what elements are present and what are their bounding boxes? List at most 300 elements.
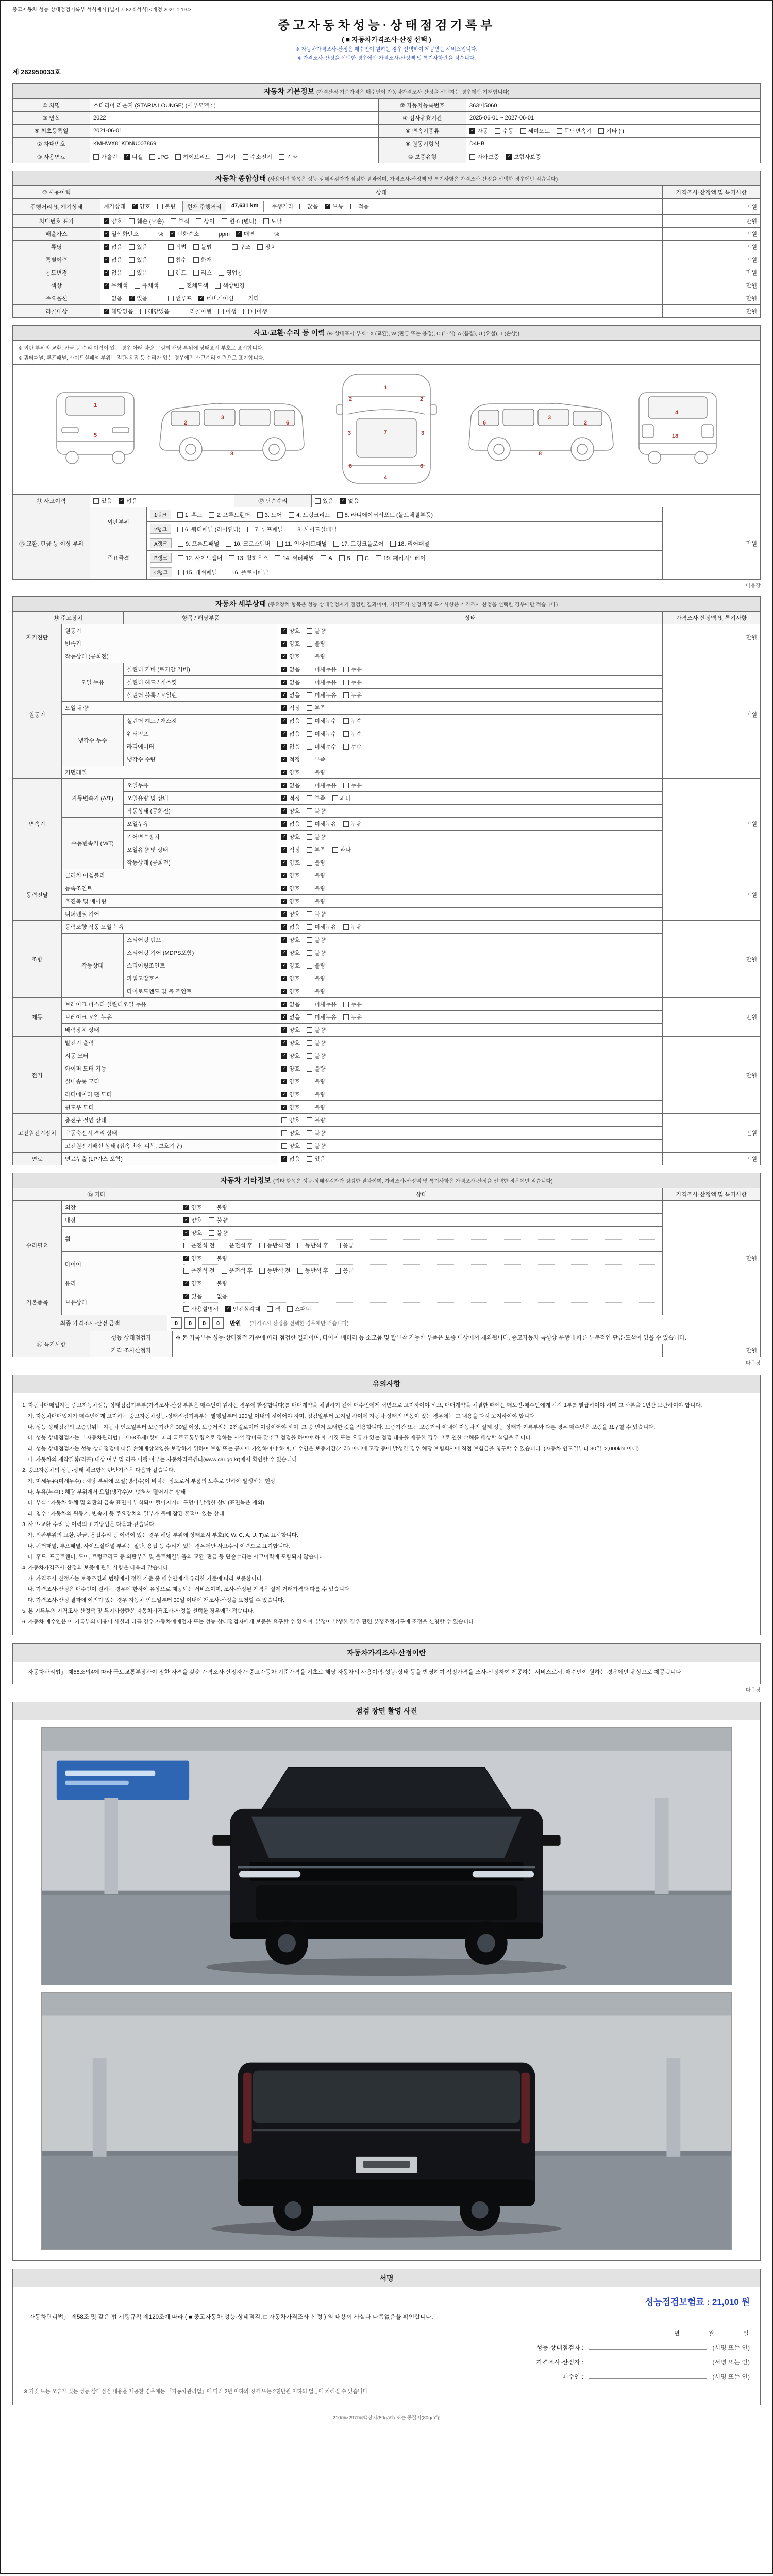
price-cell: 만원: [663, 266, 761, 279]
checkbox: [178, 541, 183, 547]
row-status: [100, 215, 663, 228]
price-cell: 만원: [662, 1201, 760, 1315]
rank2-label: 2랭크: [150, 524, 171, 534]
accident-history-options: [90, 495, 234, 507]
option: [215, 281, 245, 290]
option-label: 없음: [216, 1294, 228, 1300]
section-note-other: (기타 항목은 성능·상태점검자가 점검한 결과이며, 가격조사·산정액 및 특기사항은 가격조사·산정을 선택한 경우에만 적습니다): [273, 1179, 553, 1184]
option-label: 동반석 전: [267, 1243, 291, 1249]
option-label: 불량: [314, 1092, 326, 1098]
option: [281, 910, 300, 918]
warranty-options: [466, 150, 761, 163]
checkbox: [124, 154, 130, 160]
option-label: 불량: [314, 911, 326, 918]
notice-text: 6. 자동차 매수인은 이 기록부의 내용이 사실과 다를 경우 자동차매매업자 또는 성능·상태점검자에게 보증을 요구할 수 있으며, 분쟁이 발생한 경우 관련 분쟁조정기구에 조정을 신청할 수 있습니다.: [22, 1619, 476, 1625]
option: [183, 1266, 215, 1275]
panel-number: 6: [419, 463, 424, 469]
pricing-info-body: 「자동차관리법」 제58조의4에 따라 국토교통부장관이 정한 자격을 갖춘 가격조사·산정자가 중고자동차 기준가격을 기초로 해당 자동차의 사용이력·성능·상태 등을 반영하여 적정가격을 조사·산정하여 제공하는 서비스로서, 매수인이 원하는 경우에만 유상으로 제공됩니다.: [22, 1669, 683, 1675]
item-status: [278, 1049, 663, 1062]
checkbox: [209, 1294, 214, 1299]
signature-blank: [589, 2371, 707, 2379]
option-label: 누수: [350, 731, 362, 737]
checkbox: [281, 1027, 287, 1033]
option: [281, 923, 300, 931]
checkbox: [193, 270, 199, 276]
price-cell: 만원: [663, 228, 761, 241]
option-label: 누유: [350, 924, 362, 930]
device-label: 전기: [13, 1037, 62, 1114]
table-row: [13, 1252, 761, 1277]
checkbox: [129, 257, 135, 263]
option-label: 없음: [289, 718, 300, 724]
option-label: 양호: [289, 899, 300, 905]
checkbox: [281, 1053, 287, 1059]
option-label: 양호: [191, 1281, 203, 1287]
checkbox: [281, 847, 287, 853]
checkbox: [129, 244, 135, 250]
option: [222, 217, 257, 225]
checkbox: [307, 924, 312, 930]
checkbox: [281, 1079, 287, 1084]
item-status: [278, 689, 663, 702]
option-label: 불량: [314, 1079, 326, 1085]
option: [307, 1013, 337, 1021]
option-label: 불량: [216, 1205, 228, 1211]
checkbox: [93, 498, 99, 504]
checkbox: [281, 718, 287, 724]
table-row: [13, 1075, 761, 1088]
option: [281, 858, 300, 867]
table-row: [13, 753, 761, 766]
checkbox: [224, 570, 229, 575]
option: [307, 1064, 325, 1073]
option-label: 양호: [289, 654, 300, 660]
option-label: 10. 크로스멤버: [233, 541, 271, 547]
rank1-row: [147, 507, 663, 522]
option-label: 불량: [314, 950, 326, 956]
table-row: [13, 843, 761, 856]
option-label: 불량: [314, 1027, 326, 1033]
option: [281, 652, 300, 660]
panel-number: 8: [230, 451, 234, 457]
title-block: [12, 15, 761, 61]
item-status: [278, 843, 663, 856]
checkbox: [339, 555, 345, 561]
item-status: [278, 972, 663, 985]
item-status: [278, 663, 663, 676]
option-label: 탄화수소: [177, 231, 199, 238]
option-label: 렌트: [175, 270, 187, 276]
checkbox: [321, 555, 326, 561]
option: [243, 152, 273, 161]
option-label: 하이브리드: [183, 154, 211, 160]
option: [279, 152, 297, 161]
table-row: [13, 1214, 761, 1227]
option: [307, 833, 325, 841]
other-col-head: ⑮ 기타: [13, 1188, 180, 1201]
option-label: 있음: [191, 1294, 203, 1300]
option-label: 불량: [314, 654, 326, 660]
checkbox: [335, 1243, 341, 1248]
option: [332, 845, 351, 854]
checkbox: [178, 570, 184, 575]
checkbox: [222, 1243, 227, 1248]
option-label: 불량: [314, 976, 326, 982]
price-cell: 만원: [662, 998, 760, 1037]
option: [281, 1142, 300, 1150]
other-col-price: 가격조사·산정액 및 특기사항: [662, 1188, 760, 1201]
option-label: 많음: [307, 203, 318, 210]
item-label: 라디에이터 팬 모터: [62, 1088, 278, 1101]
option: [170, 230, 199, 238]
item-status: [278, 805, 663, 818]
panel-number: 18: [671, 433, 679, 439]
checkbox: [226, 541, 231, 547]
option-label: 수동: [502, 128, 514, 134]
option: [281, 1077, 300, 1086]
price-digit: 0: [184, 1317, 196, 1329]
option-label: 무단변속기: [564, 128, 592, 134]
item-label: 브레이크 마스터 실린더오일 누유: [62, 998, 278, 1011]
checkbox: [340, 498, 346, 504]
option: [129, 256, 147, 264]
option-label: 리스: [200, 270, 212, 276]
option-label: 양호: [289, 886, 300, 892]
rankC-options: [178, 570, 275, 576]
option-label: 양호: [289, 963, 300, 969]
table-row: [13, 1049, 761, 1062]
option-label: 네비게이션: [206, 296, 234, 302]
option-label: 사용설명서: [191, 1306, 219, 1312]
checkbox: [183, 1306, 189, 1312]
option-label: 양호: [289, 770, 300, 776]
option-label: 과다: [340, 847, 351, 853]
next-page-marker-1: 다음장: [746, 583, 761, 589]
option: [289, 511, 330, 519]
option: [376, 554, 426, 562]
option: [183, 1279, 202, 1287]
item-label: 오일유량 및 상태: [124, 843, 278, 856]
table-row: [13, 946, 761, 959]
option-label: 없음: [111, 244, 123, 250]
checkbox: [506, 154, 512, 160]
field-label-first-registration: ⑤ 최초등록일: [13, 125, 90, 138]
option: [307, 1026, 325, 1034]
option: [281, 755, 300, 764]
device-label: 변속기: [13, 779, 62, 869]
option-label: 침수: [175, 257, 187, 263]
odometer-label: 현재 주행거리: [183, 201, 226, 212]
checkbox: [259, 1243, 265, 1248]
checkbox: [307, 667, 312, 672]
option: [281, 1155, 300, 1163]
item-status: [278, 946, 663, 959]
option-label: 가솔린: [101, 154, 117, 160]
checkbox: [281, 899, 287, 904]
option-label: 양호: [289, 1079, 300, 1085]
option: [229, 554, 268, 562]
option: [340, 497, 359, 505]
option: [209, 1292, 227, 1300]
device-label: 연료: [13, 1153, 62, 1165]
option: [135, 281, 159, 290]
option: [104, 268, 122, 277]
exchange-panel-table: [12, 507, 761, 580]
option-label: 미세누유: [314, 667, 337, 673]
transmission-options: [466, 125, 761, 138]
table-row: [13, 1290, 761, 1315]
item-label: 외장: [62, 1201, 180, 1214]
checkbox: [343, 692, 349, 698]
section-title-detail: 자동차 세부상태: [215, 600, 266, 608]
opinions-table: [12, 1331, 761, 1357]
checkbox: [119, 498, 124, 504]
checkbox: [281, 924, 287, 930]
main-frame-label: 주요골격: [90, 536, 147, 580]
checkbox: [307, 834, 312, 840]
option: [277, 539, 327, 548]
overall-col-item: ⑩ 사용이력: [13, 186, 100, 199]
final-price-note: (가격조사·산정을 선택한 경우에만 적습니다): [249, 1321, 349, 1327]
row-label: 주요옵션: [13, 292, 100, 305]
option: [104, 256, 122, 264]
checkbox: [281, 757, 287, 762]
option: [281, 833, 300, 841]
item-status: [278, 1114, 663, 1127]
option-label: 19. 패키지트레이: [383, 555, 426, 562]
option-label: 불량: [314, 886, 326, 892]
item-label: 작동상태 (공회전): [62, 650, 278, 663]
option: [281, 781, 300, 789]
option-label: 미세누수: [314, 718, 337, 724]
panel-number: 5: [93, 432, 97, 438]
checkbox: [281, 770, 287, 775]
option: [281, 871, 300, 879]
option: [335, 1266, 354, 1275]
item-status: [278, 792, 663, 805]
checkbox: [307, 899, 312, 904]
checkbox: [104, 244, 109, 250]
option-label: 적정: [289, 705, 300, 711]
item-status: [278, 1011, 663, 1024]
item-status: [278, 869, 663, 882]
inspection-period: 2025-06-01 ~ 2027-06-01: [466, 112, 761, 125]
checkbox: [259, 1268, 265, 1274]
subgroup-label: 냉각수 누수: [62, 715, 124, 766]
option: [350, 202, 369, 210]
option-label: 없음: [111, 270, 123, 276]
option: [307, 794, 325, 802]
checkbox: [307, 1002, 312, 1007]
option-label: 부족: [314, 847, 326, 853]
option-label: 미세누수: [314, 744, 337, 750]
checkbox: [557, 128, 562, 134]
field-label-vin: ⑦ 차대번호: [13, 138, 90, 150]
signature-role: 성능·상태점검자 :: [536, 2344, 584, 2351]
checkbox: [307, 821, 312, 827]
checkbox: [281, 1130, 287, 1136]
option-label: 세미오토: [528, 128, 550, 134]
section-note-overall: (사용이력 항목은 성능·상태점검자가 점검한 결과이며, 가격조사·산정액 및 특기사항은 가격조사·산정을 선택한 경우에만 적습니다): [268, 177, 558, 182]
signature-note: (서명 또는 인): [712, 2344, 750, 2351]
subgroup-label: 작동상태: [62, 934, 124, 998]
option-label: 양호: [289, 1053, 300, 1059]
status-text: 계기상태: [104, 203, 126, 210]
option: [168, 243, 187, 251]
notice-text: 1. 자동차매매업자는 중고자동차성능·상태점검기록부(가격조사·산정 부분은 매수인이 원하는 경우에 한정합니다)를 매매계약을 체결하기 전에 매수인에게 서면으로 고지하여야 하고, 매매계약을 체결한 때에는 매도인·매수인에게 각각 1부를 발급하여야 하며 그 사본을 1년간 보관하여야 합니다.: [22, 1402, 702, 1409]
option-label: 누유: [350, 667, 362, 673]
option-label: 양호: [289, 873, 300, 879]
appraiser-opinion: [173, 1344, 663, 1357]
accident-legend-cell: [13, 341, 761, 365]
option-label: 누수: [350, 744, 362, 750]
outer-panel-label: 외판부위: [90, 507, 147, 536]
checkbox: [307, 989, 312, 994]
table-row: [13, 228, 761, 241]
checkbox: [307, 808, 312, 814]
option-label: 9. 프론트패널: [186, 541, 220, 547]
price-cell: 만원: [662, 650, 760, 779]
table-row: [13, 869, 761, 882]
option: [281, 1013, 300, 1021]
checkbox: [183, 1205, 189, 1210]
registration-number: 363머5060: [466, 99, 761, 112]
checkbox: [343, 667, 349, 672]
option-label: 디젤: [131, 154, 143, 160]
option-label: 있음: [137, 257, 148, 263]
option: [307, 961, 325, 970]
item-label: 발전기 출력: [62, 1037, 278, 1049]
option-label: 누수: [350, 718, 362, 724]
model-year: 2022: [90, 112, 379, 125]
checkbox: [229, 555, 234, 561]
option: [193, 256, 212, 264]
checkbox: [209, 1230, 214, 1236]
option: [281, 1026, 300, 1034]
option-label: 불량: [164, 203, 176, 210]
notice-text: 가. 미세누유(미세누수) : 해당 부위에 오일(냉각수)이 비치는 정도로서 부품의 노후로 인하여 발생하는 현상: [22, 1478, 276, 1484]
notice-title: 유의사항: [13, 1375, 760, 1393]
table-row: [13, 1140, 761, 1153]
checkbox: [281, 911, 287, 917]
option-label: 누유: [350, 783, 362, 789]
option: [193, 243, 212, 251]
row-label: 특별이력: [13, 253, 100, 266]
option: [129, 243, 147, 251]
checkbox: [257, 512, 263, 518]
option: [183, 1229, 202, 1237]
option: [307, 923, 337, 931]
option: [307, 1129, 325, 1137]
table-row: [13, 279, 761, 292]
odometer-value: 47,631 km: [231, 202, 259, 209]
option-label: 양호: [289, 1027, 300, 1033]
checkbox: [343, 1014, 349, 1020]
checkbox: [520, 128, 526, 134]
option: [469, 127, 488, 135]
option-label: 4. 트렁크리드: [296, 512, 330, 518]
option-label: 12. 사이드멤버: [186, 555, 223, 562]
subgroup-label: 자동변속기 (A/T): [62, 779, 124, 818]
option: [232, 243, 250, 251]
option: [217, 152, 236, 161]
checkbox: [299, 204, 305, 209]
option: [343, 923, 362, 931]
option-label: 8. 사이드실패널: [297, 527, 337, 533]
option-label: 자가보증: [477, 154, 499, 160]
option: [226, 539, 270, 548]
option-label: A: [328, 555, 332, 562]
option-label: 양호: [289, 1130, 300, 1137]
table-row: [13, 921, 761, 934]
status-text: 리콜이행: [190, 309, 212, 315]
option: [307, 974, 325, 982]
option-label: 스패너: [294, 1306, 311, 1312]
notice-text: 4. 자동차가격조사·산정의 보증에 관한 사항은 다음과 같습니다.: [22, 1565, 170, 1571]
inspector-role: 성능·상태점검자: [90, 1331, 173, 1344]
option-label: 불량: [216, 1230, 228, 1236]
option: [307, 897, 325, 905]
item-status: [278, 1024, 663, 1037]
item-label: 작동상태 (공회전): [124, 856, 278, 869]
option-label: 불량: [314, 1117, 326, 1124]
checkbox: [225, 1306, 231, 1312]
option: [93, 497, 112, 505]
item-status: [278, 1153, 663, 1165]
device-label: 원동기: [13, 650, 62, 779]
checkbox: [343, 744, 349, 750]
photos-title: 점검 장면 촬영 사진: [13, 1702, 760, 1720]
option-label: 없음: [289, 821, 300, 827]
checkbox: [236, 231, 242, 237]
option-label: B: [346, 555, 350, 562]
item-label: 충전구 절연 상태: [62, 1114, 278, 1127]
option-label: 기타 ( ): [606, 128, 624, 134]
option: [281, 884, 300, 892]
option-label: 없음: [289, 924, 300, 930]
option: [259, 1241, 291, 1249]
option-label: 양호: [191, 1256, 203, 1262]
option-label: 훼손 (오손): [137, 218, 164, 225]
checkbox: [307, 744, 312, 750]
option: [281, 717, 300, 725]
appraiser-price: 만원: [662, 1344, 760, 1357]
option-label: 양호: [289, 911, 300, 918]
sign-lines: [23, 2343, 750, 2381]
exchange-label: ⑬ 교환, 판금 등 이상 부위: [13, 507, 90, 580]
item-status: [180, 1277, 663, 1290]
item-status: [278, 1088, 663, 1101]
checkbox: [209, 1217, 214, 1223]
status-text: ppm: [206, 231, 230, 238]
signature-row: [23, 2357, 750, 2366]
document-number: 제 262950033호: [12, 68, 61, 76]
option-label: 부족: [314, 757, 326, 763]
rank1-label: 1랭크: [150, 510, 171, 519]
item-status: [278, 921, 663, 934]
section-note-basic: (가격산정 기준가격은 매수인이 자동차가격조사·산정을 선택하는 경우에만 기재합니다): [316, 90, 510, 95]
field-label-fuel: ⑨ 사용연료: [13, 150, 90, 163]
checkbox: [217, 154, 223, 160]
basic-info-table: [12, 83, 761, 163]
option: [218, 307, 237, 315]
checkbox: [281, 1040, 287, 1046]
option-label: 안전삼각대: [233, 1306, 261, 1312]
checkbox: [232, 244, 238, 250]
panel-number: 2: [583, 420, 587, 426]
checkbox: [307, 1117, 312, 1123]
status-text: %: [261, 231, 280, 238]
